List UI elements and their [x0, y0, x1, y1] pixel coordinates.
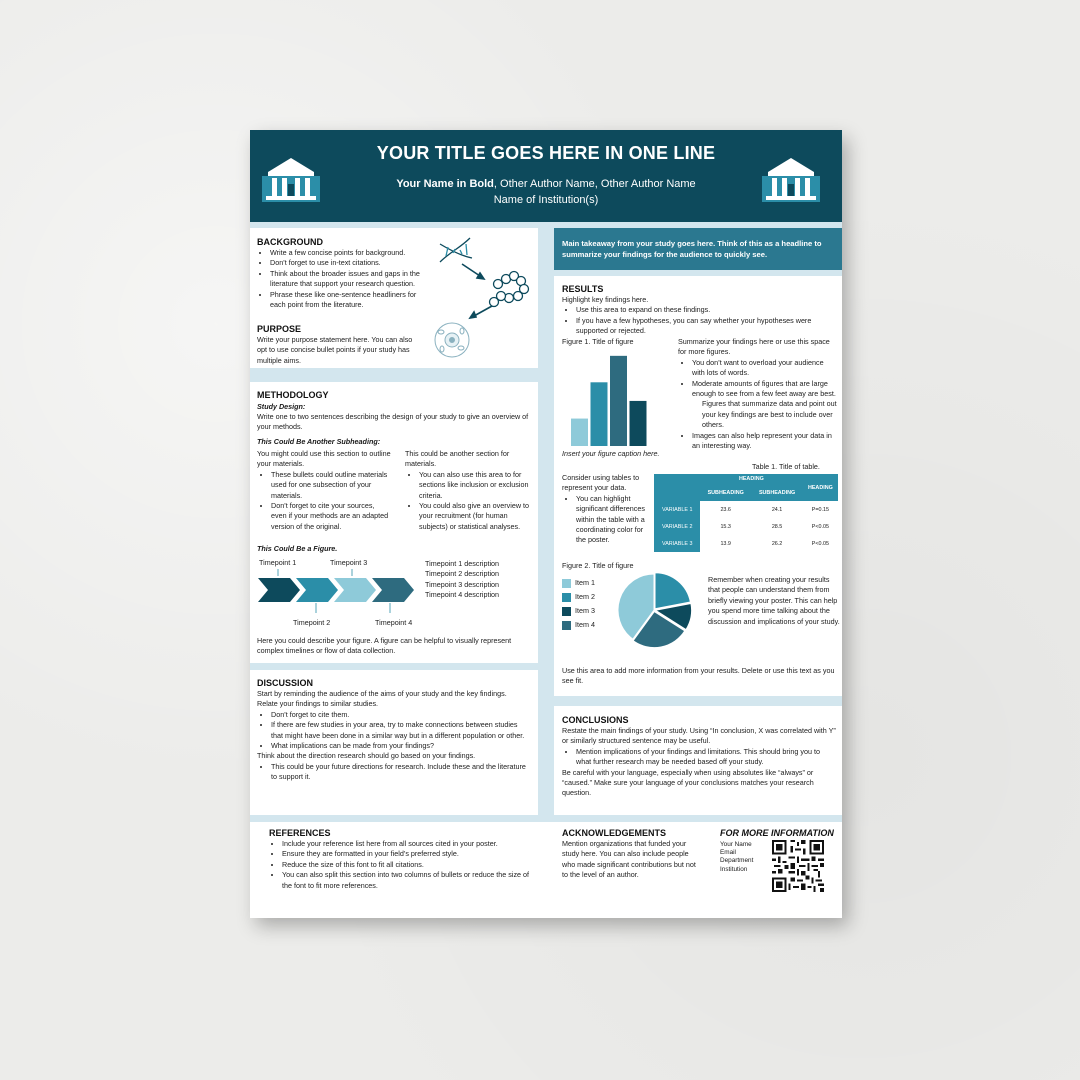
- materials-col1-list: [257, 470, 392, 532]
- dna-cell-illustration: [428, 234, 534, 360]
- discussion-heading: DISCUSSION: [257, 678, 314, 688]
- table-corner: [654, 474, 700, 501]
- list-item: • You can also split this section into two columns of bullets or reduce the size of the font to fit more references.: [282, 870, 530, 891]
- results-closing: Use this area to add more information from your results. Delete or use this text as you see fit.: [562, 666, 835, 686]
- timepoint-description: Timepoint 3 description: [425, 579, 500, 589]
- qr-code-icon[interactable]: [772, 840, 824, 892]
- timeline-arrow-4: [372, 578, 414, 602]
- results-panel: [554, 276, 842, 696]
- another-subheading: This Could Be Another Subheading:: [257, 437, 381, 446]
- references-list: [268, 839, 530, 891]
- discussion-list-2: [257, 762, 527, 783]
- timeline-arrow-3: [334, 578, 376, 602]
- results-heading: RESULTS: [562, 284, 604, 294]
- list-item: • This could be your future directions for research. Include these and the literature to support it.: [271, 762, 527, 783]
- figure1-title: Figure 1. Title of figure: [562, 337, 634, 346]
- arrow-icon: [462, 264, 492, 318]
- methodology-heading: METHODOLOGY: [257, 390, 329, 400]
- timepoint-label: Timepoint 4: [375, 618, 413, 627]
- background-list: [256, 248, 426, 310]
- discussion-list-1: [257, 710, 527, 752]
- materials-col2-list: [405, 470, 533, 532]
- table-cell: VARIABLE 1: [654, 501, 700, 518]
- timepoint-label: Timepoint 1: [259, 558, 297, 567]
- other-authors: , Other Author Name, Other Author Name: [493, 178, 696, 190]
- figure2-title: Figure 2. Title of figure: [562, 561, 634, 570]
- table-intro-text: Consider using tables to represent your data.: [562, 473, 640, 493]
- cell-icon: [435, 323, 469, 357]
- conclusions-text: [562, 726, 837, 799]
- results-side-list: [678, 358, 838, 400]
- bar-chart: [568, 348, 654, 446]
- chromosome-icon: [490, 272, 529, 307]
- table-title: Table 1. Title of table.: [752, 462, 820, 471]
- references-text: [268, 839, 530, 891]
- bar-4: [630, 401, 647, 446]
- legend-swatch: [562, 621, 571, 630]
- legend-label: Item 3: [575, 606, 595, 615]
- materials-col1: [257, 449, 392, 532]
- purpose-heading: PURPOSE: [257, 324, 302, 334]
- list-item: • Images can also help represent your data in an interesting way.: [692, 431, 838, 452]
- background-text: [256, 248, 426, 310]
- list-item: • If there are few studies in your area, try to make connections between studies that might have been done in a similar way but in a different population or other.: [271, 720, 527, 741]
- timepoint-description: Timepoint 4 description: [425, 590, 500, 600]
- list-item: • You could also give an overview to your recruitment (for human subjects) or statistical analyses.: [419, 501, 533, 532]
- timeline-arrow-1: [258, 578, 300, 602]
- figure1-caption: Insert your figure caption here.: [562, 449, 660, 458]
- table-heading: HEADING: [803, 474, 838, 501]
- timepoint-description: Timepoint 2 description: [425, 569, 500, 579]
- legend-swatch: [562, 607, 571, 616]
- study-design-text: Write one to two sentences describing the design of your study to give an overview of your methods.: [257, 412, 529, 432]
- list-item: • Think about the broader issues and gaps in the literature that support your research question.: [270, 269, 426, 290]
- timepoint-description: Timepoint 1 description: [425, 559, 500, 568]
- timepoint-label: Timepoint 2: [293, 618, 331, 627]
- list-item: • Phrase these like one-sentence headliners for each point from the literature.: [270, 290, 426, 311]
- figure-subheading: This Could Be a Figure.: [257, 544, 338, 553]
- more-info-heading: FOR MORE INFORMATION: [720, 828, 834, 838]
- figure2-text: Remember when creating your results that people can understand them from briefly viewing your poster. This can help you spend more time talking about the discussion and implications of your study.: [708, 575, 840, 626]
- table-intro: [562, 473, 654, 546]
- legend-item: [562, 576, 595, 590]
- table-row: [654, 535, 838, 552]
- list-item: • Don’t forget to cite them.: [271, 710, 527, 720]
- results-side-subpoint: Figures that summarize data and point out your key findings are best to include over others.: [702, 399, 837, 430]
- background-heading: BACKGROUND: [257, 237, 323, 247]
- contact-institution: Institution: [720, 865, 748, 873]
- list-item: • Use this area to expand on these findings.: [576, 305, 837, 315]
- legend-label: Item 2: [575, 592, 595, 601]
- timepoint-label: Timepoint 3: [330, 558, 368, 567]
- poster: [250, 130, 842, 918]
- table-cell: 24.1: [771, 506, 783, 513]
- pie-legend: [562, 576, 595, 632]
- discussion-p1: Start by reminding the audience of the aims of your study and the key findings.: [257, 689, 507, 698]
- discussion-panel: [250, 670, 538, 815]
- list-item: • Reduce the size of this font to fit all citations.: [282, 860, 530, 870]
- bar-3: [610, 356, 627, 446]
- materials-col2: [405, 449, 533, 532]
- table-heading: HEADING: [700, 474, 803, 484]
- legend-item: [562, 618, 595, 632]
- conclusions-heading: CONCLUSIONS: [562, 715, 629, 725]
- materials-col2-intro: This could be another section for materials.: [405, 449, 510, 469]
- contact-lines: [720, 841, 753, 874]
- institution: Name of Institution(s): [493, 194, 599, 206]
- results-side-text: [678, 337, 838, 451]
- dna-icon: [440, 238, 472, 262]
- results-side-intro: Summarize your findings here or use this space for more figures.: [678, 337, 830, 357]
- conclusions-p1: Restate the main findings of your study. Using “In conclusion, X was correlated with Y” or similarly structured sentence may be useful.: [562, 726, 836, 746]
- pie-chart: [614, 572, 702, 648]
- table-list: [562, 494, 654, 546]
- list-item: • Write a few concise points for background.: [270, 248, 426, 258]
- materials-col1-intro: You might could use this section to outline your materials.: [257, 449, 391, 469]
- purpose-text: Write your purpose statement here. You can also opt to use concise bullet points if your study has multiple aims.: [257, 335, 413, 365]
- table-cell: 26.2: [771, 540, 783, 547]
- contact-department: Department: [720, 857, 754, 865]
- table-cell: 23.6: [720, 506, 731, 513]
- table-cell: VARIABLE 3: [654, 535, 700, 552]
- conclusions-p2: Be careful with your language, especially when using absolutes like “always” or “caused.” Make sure your language of your conclusions matches your research question.: [562, 767, 814, 798]
- legend-item: [562, 604, 595, 618]
- table-cell: 28.5: [771, 523, 783, 530]
- timeline-figure: [256, 568, 418, 620]
- results-intro: [562, 295, 837, 337]
- table-subheading: SUBHEADING: [700, 484, 751, 501]
- table-subheading: SUBHEADING: [751, 484, 802, 501]
- table-cell: P<0.05: [811, 540, 829, 547]
- list-item: • You can highlight significant differences within the table with a coordinating color for the poster.: [576, 494, 654, 546]
- timepoint-descriptions: [425, 559, 535, 601]
- table-cell: P=0.15: [811, 506, 829, 513]
- contact-name: Your Name: [720, 841, 752, 848]
- main-takeaway-banner: Main takeaway from your study goes here. Think of this as a headline to summarize your findings for the audience to quickly see.: [554, 228, 842, 270]
- lead-author: Your Name in Bold: [396, 178, 494, 190]
- list-item: • These bullets could outline materials used for one subsection of your materials.: [271, 470, 392, 501]
- list-item: • You can also use this area to for sections like inclusion or exclusion criteria.: [419, 470, 533, 501]
- discussion-p2: Relate your findings to similar studies.: [257, 699, 379, 709]
- figure-description: Here you could describe your figure. A figure can be helpful to visually represent complex timelines or flow of data collection.: [257, 636, 512, 656]
- conclusions-panel: [554, 706, 842, 815]
- acknowledgements-text: Mention organizations that funded your study here. You can also include people who made significant contributions but not to the level of an author.: [562, 839, 696, 880]
- study-design-subheading: Study Design:: [257, 402, 306, 411]
- table-cell: VARIABLE 2: [654, 518, 700, 535]
- table-row: [654, 501, 838, 518]
- list-item: • Don’t forget to cite your sources, even if your methods are an adapted version of the original.: [271, 501, 392, 532]
- references-heading: REFERENCES: [269, 828, 331, 838]
- results-table: [654, 474, 838, 552]
- contact-email: Email: [720, 849, 736, 857]
- table-cell: 13.9: [720, 540, 731, 547]
- results-list: [562, 305, 837, 336]
- legend-label: Item 1: [575, 578, 595, 587]
- table-cell: P<0.05: [811, 523, 829, 530]
- list-item: • Mention implications of your findings and limitations. This should bring you to what further research may be needed based off your study.: [576, 747, 837, 768]
- poster-header: [250, 130, 842, 222]
- discussion-text: [257, 689, 527, 783]
- legend-item: [562, 590, 595, 604]
- results-intro-text: Highlight key findings here.: [562, 295, 649, 304]
- list-item: • You don’t want to overload your audience with lots of words.: [692, 358, 838, 379]
- list-item: • Moderate amounts of figures that are large enough to see from a few feet away are best.: [692, 379, 838, 400]
- background-panel: [250, 228, 538, 368]
- legend-swatch: [562, 579, 571, 588]
- timeline-arrow-2: [296, 578, 338, 602]
- discussion-p3: Think about the direction research should go based on your findings.: [257, 751, 476, 761]
- results-side-list-2: [678, 431, 838, 452]
- list-item: • What implications can be made from your findings?: [271, 741, 527, 751]
- author-line: [250, 178, 842, 190]
- list-item: • If you have a few hypotheses, you can say whether your hypotheses were supported or rejected.: [576, 316, 837, 337]
- list-item: • Ensure they are formatted in your field’s preferred style.: [282, 849, 530, 859]
- list-item: • Don’t forget to use in-text citations.: [270, 258, 426, 268]
- poster-title: YOUR TITLE GOES HERE IN ONE LINE: [376, 143, 716, 163]
- pie-slice-item-2: [655, 573, 690, 609]
- list-item: • Include your reference list here from all sources cited in your poster.: [282, 839, 530, 849]
- legend-label: Item 4: [575, 620, 595, 629]
- legend-swatch: [562, 593, 571, 602]
- bar-2: [591, 382, 608, 446]
- conclusions-list: [562, 747, 837, 768]
- table-row: [654, 518, 838, 535]
- acknowledgements-heading: ACKNOWLEDGEMENTS: [562, 828, 666, 838]
- table-cell: 15.3: [720, 523, 731, 530]
- methodology-panel: [250, 382, 538, 663]
- bar-1: [571, 419, 588, 446]
- footer-panel: [250, 822, 842, 918]
